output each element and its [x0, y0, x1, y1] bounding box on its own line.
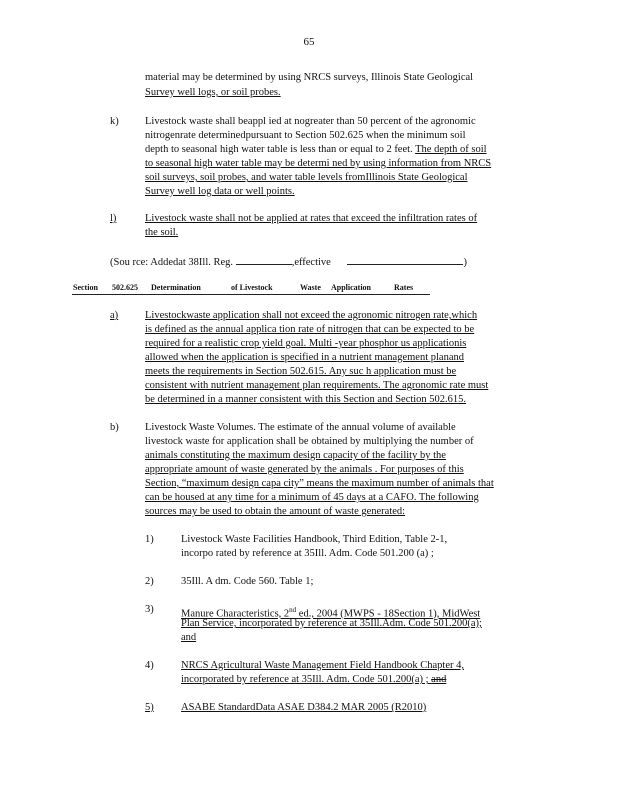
item-a-line: required for a realistic crop yield goal. Multi -year phosphor us applicationis [145, 338, 467, 349]
source-4-struck-and: and [431, 674, 447, 685]
date-blank-1 [236, 254, 292, 265]
section-label: Section [73, 283, 98, 292]
item-k-line: Survey well log data or well points. [145, 186, 295, 197]
source-3-line: and [181, 632, 197, 643]
section-title-word: Waste [300, 283, 321, 292]
item-a-line: be determined in a manner consistent with this Section and Section 502.615. [145, 394, 467, 405]
item-l-label: l) [110, 213, 117, 224]
source-5-line: ASABE StandardData ASAE D384.2 MAR 2005 (R2010) [181, 702, 427, 713]
item-b-line: livestock waste for application shall be obtained by multiplying the number of [145, 436, 474, 447]
item-k-line: nitrogenrate determinedpursuant to Section 502.625 when the minimum soil [145, 130, 466, 141]
item-k-line-3-text: depth to seasonal high water table is less than or equal to 2 feet. [145, 144, 413, 155]
source-1-line: Livestock Waste Facilities Handbook, Third Edition, Table 2-1, [181, 534, 448, 545]
section-number: 502.625 [112, 283, 138, 292]
source-3-superscript: nd [289, 606, 297, 614]
item-k-line: Livestock waste shall beappl ied at nogreater than 50 percent of the agronomic [145, 116, 476, 127]
item-b-line: can be housed at any time for a minimum of 45 days at a CAFO. The following [145, 492, 479, 503]
item-k-line-3-underlined: The depth of soil [415, 144, 487, 155]
item-a-line: consistent with nutrient management plan requirements. The agronomic rate must [145, 380, 489, 391]
source-3-line-part: Manure Characteristics, 2 [181, 608, 290, 620]
item-a-line: meets the requirements in Section 502.615. Any suc h application must be [145, 366, 457, 377]
section-title-word: Application [331, 283, 372, 292]
item-a-label: a) [110, 310, 119, 321]
source-5-label: 5) [145, 702, 154, 713]
source-4-label: 4) [145, 660, 154, 671]
item-k-line [145, 143, 487, 157]
source-3-line-part: ed., 2004 (MWPS - 18Section 1), MidWest [298, 608, 481, 620]
source-note [110, 254, 467, 270]
item-l-line: Livestock waste shall not be applied at rates that exceed the infiltration rates of [145, 213, 478, 224]
item-b-line: Livestock Waste Volumes. The estimate of the annual volume of available [145, 422, 456, 433]
item-a-line: Livestockwaste application shall not exceed the agronomic nitrogen rate,which [145, 310, 478, 321]
item-b-line: sources may be used to obtain the amount of waste generated: [145, 506, 406, 517]
continuation-line-2: Survey well logs, or soil probes. [145, 87, 281, 98]
date-blank-2 [347, 254, 463, 265]
source-1-line: incorpo rated by reference at 35Ill. Adm. Code 501.200 (a) ; [181, 548, 434, 559]
item-b-line: animals constituting the maximum design capacity of the facility by the [145, 450, 446, 461]
section-heading-underline [72, 294, 430, 295]
source-note-text: (Sou rce: Addedat 38Ill. Reg. [110, 257, 234, 268]
item-l-line: the soil. [145, 227, 179, 238]
section-title-word: of Livestock [231, 283, 273, 292]
item-b-label: b) [110, 422, 119, 433]
section-title-word: Rates [394, 283, 414, 292]
item-a-line: allowed when the application is specified in a nutrient management planand [145, 352, 464, 363]
item-k-label: k) [110, 116, 119, 127]
item-b-line: Section, “maximum design capa city” means the maximum number of animals that [145, 478, 494, 489]
source-2-label: 2) [145, 576, 154, 587]
page-number: 65 [303, 36, 315, 48]
continuation-line-1: material may be determined by using NRCS surveys, Illinois State Geological [145, 72, 474, 83]
section-title-word: Determination [151, 283, 201, 292]
source-close: ) [463, 257, 467, 268]
item-b-line: appropriate amount of waste generated by the animals . For purposes of this [145, 464, 464, 475]
source-4-line: NRCS Agricultural Waste Management Field Handbook Chapter 4, [181, 660, 464, 671]
source-effective: ,effective [291, 257, 331, 268]
item-a-line: is defined as the annual applica tion rate of nitrogen that can be expected to be [145, 324, 475, 335]
source-1-label: 1) [145, 534, 154, 545]
source-4-line-part: incorporated by reference at 35Ill. Adm. Code 501.200(a) ; [181, 674, 429, 685]
source-3-label: 3) [145, 604, 154, 615]
source-2-line: 35Ill. A dm. Code 560. Table 1; [181, 576, 314, 587]
item-k-line: to seasonal high water table may be determi ned by using information from NRCS [145, 158, 492, 169]
item-k-line: soil surveys, soil probes, and water table levels fromIllinois State Geological [145, 172, 468, 183]
source-4-line [181, 673, 446, 687]
source-3-line: Plan Service, incorporated by reference at 35Ill.Adm. Code 501.200(a); [181, 618, 482, 629]
